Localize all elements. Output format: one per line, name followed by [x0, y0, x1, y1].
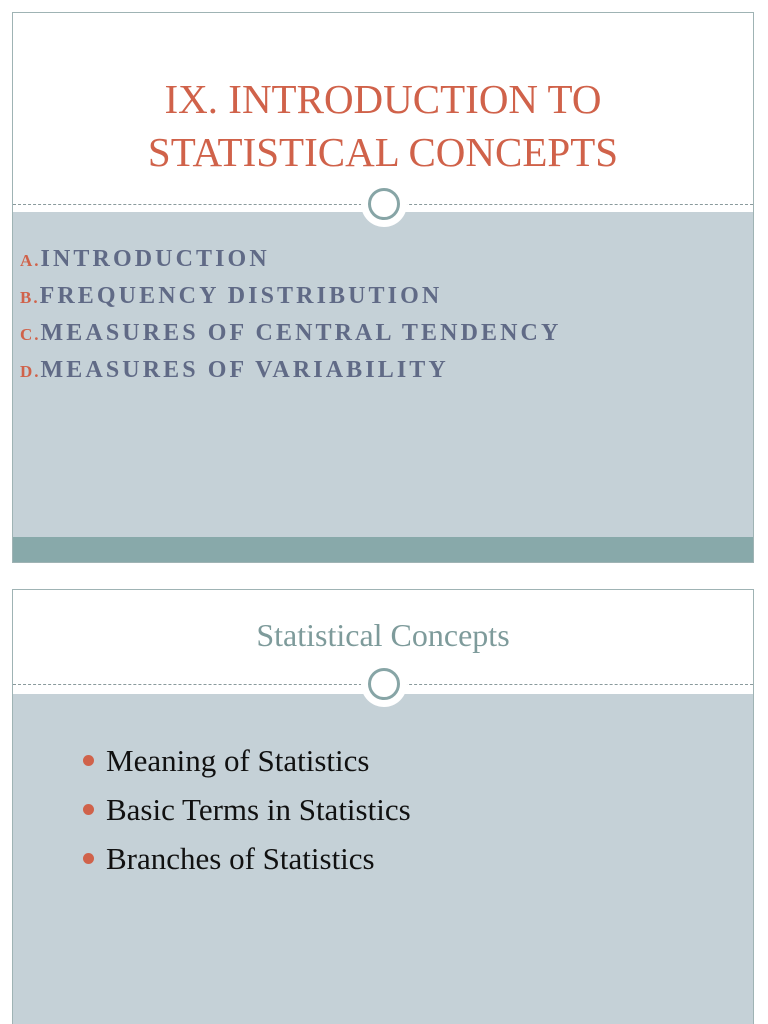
- outline-item: [20, 315, 561, 352]
- list-item: [81, 785, 411, 834]
- slide-1-footer-band: [13, 537, 753, 563]
- slide-2-title: Statistical Concepts: [256, 617, 510, 653]
- ring-divider-icon: [361, 661, 407, 707]
- outline-letter: A.: [20, 251, 41, 270]
- outline-letter: C.: [20, 325, 41, 344]
- outline-text: INTRODUCTION: [40, 246, 270, 272]
- bullet-text: Basic Terms in Statistics: [106, 792, 411, 827]
- slide-2: [12, 589, 754, 1024]
- slide-1-title: [13, 73, 753, 179]
- bullet-text: Meaning of Statistics: [106, 743, 370, 778]
- list-item: [81, 736, 411, 785]
- slide-1-title-line-1: IX. INTRODUCTION TO: [164, 76, 602, 122]
- bullet-list: [81, 736, 411, 883]
- bullet-dot-icon: [83, 853, 94, 864]
- bullet-text: Branches of Statistics: [106, 841, 375, 876]
- ring-divider-icon: [361, 181, 407, 227]
- bullet-dot-icon: [83, 755, 94, 766]
- outline-item: [20, 352, 561, 389]
- outline-letter: B.: [20, 288, 40, 307]
- outline-item: [20, 278, 561, 315]
- list-item: [81, 834, 411, 883]
- outline-list: [20, 241, 561, 389]
- outline-text: MEASURES OF CENTRAL TENDENCY: [40, 320, 562, 346]
- outline-text: FREQUENCY DISTRIBUTION: [39, 283, 443, 309]
- slide-1-title-line-2: STATISTICAL CONCEPTS: [147, 129, 619, 175]
- outline-item: [20, 241, 561, 278]
- outline-letter: D.: [20, 362, 41, 381]
- outline-text: MEASURES OF VARIABILITY: [40, 357, 449, 383]
- bullet-dot-icon: [83, 804, 94, 815]
- slide-1: [12, 12, 754, 563]
